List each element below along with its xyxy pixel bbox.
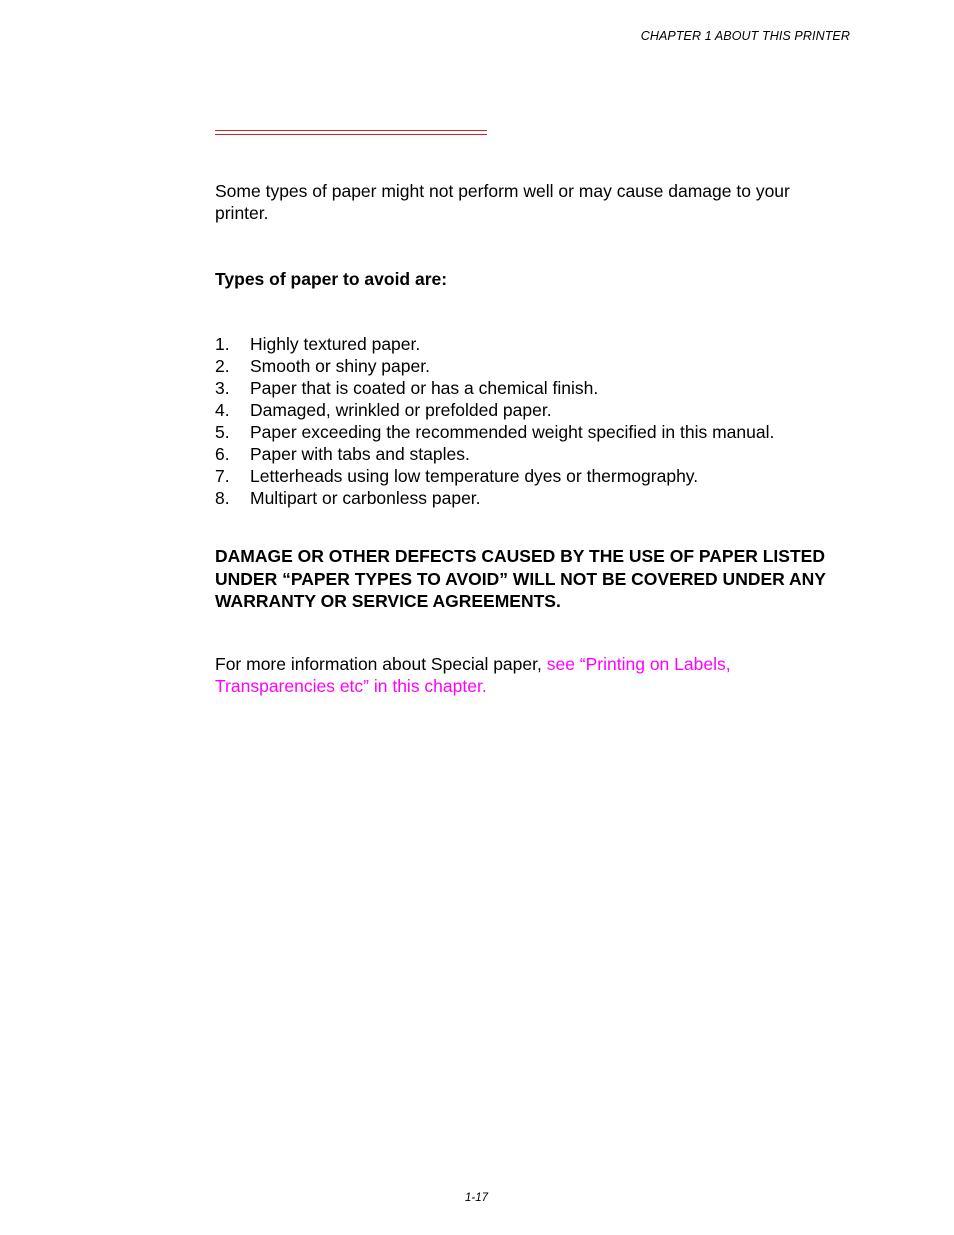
section-rule-bottom — [215, 134, 487, 135]
list-item — [215, 421, 774, 443]
chapter-header: CHAPTER 1 ABOUT THIS PRINTER — [640, 29, 850, 43]
list-text: Letterheads using low temperature dyes or thermography. — [250, 466, 699, 486]
list-number: 3. — [215, 378, 230, 398]
list-number: 6. — [215, 444, 230, 464]
section-rule-top — [215, 130, 487, 131]
list-item — [215, 465, 774, 487]
list-text: Damaged, wrinkled or prefolded paper. — [250, 400, 552, 420]
special-paper-link[interactable]: see “Printing on Labels, Transparencies etc” in this chapter. — [215, 654, 731, 696]
list-text: Paper exceeding the recommended weight specified in this manual. — [250, 422, 775, 442]
list-item — [215, 399, 774, 421]
warranty-warning: DAMAGE OR OTHER DEFECTS CAUSED BY THE USE OF PAPER LISTED UNDER “PAPER TYPES TO AVOID” WILL NOT BE COVERED UNDER ANY WARRANTY OR SERVICE AGREEMENTS. — [215, 546, 826, 611]
list-item — [215, 377, 774, 399]
list-number: 2. — [215, 356, 230, 376]
intro-paragraph: Some types of paper might not perform well or may cause damage to your printer. — [215, 181, 790, 223]
list-text: Highly textured paper. — [250, 334, 421, 354]
list-number: 4. — [215, 400, 230, 420]
list-number: 5. — [215, 422, 230, 442]
list-item — [215, 487, 774, 509]
list-number: 8. — [215, 488, 230, 508]
list-item — [215, 443, 774, 465]
more-info-text: For more information about Special paper, — [215, 654, 547, 674]
paper-avoid-list — [215, 333, 774, 509]
subheading: Types of paper to avoid are: — [215, 269, 448, 289]
list-number: 1. — [215, 334, 230, 354]
list-text: Paper that is coated or has a chemical finish. — [250, 378, 599, 398]
list-text: Paper with tabs and staples. — [250, 444, 470, 464]
list-item — [215, 333, 774, 355]
list-text: Multipart or carbonless paper. — [250, 488, 481, 508]
list-text: Smooth or shiny paper. — [250, 356, 430, 376]
page-number: 1-17 — [465, 1192, 489, 1204]
list-item — [215, 355, 774, 377]
list-number: 7. — [215, 466, 230, 486]
more-info-paragraph — [215, 653, 835, 697]
